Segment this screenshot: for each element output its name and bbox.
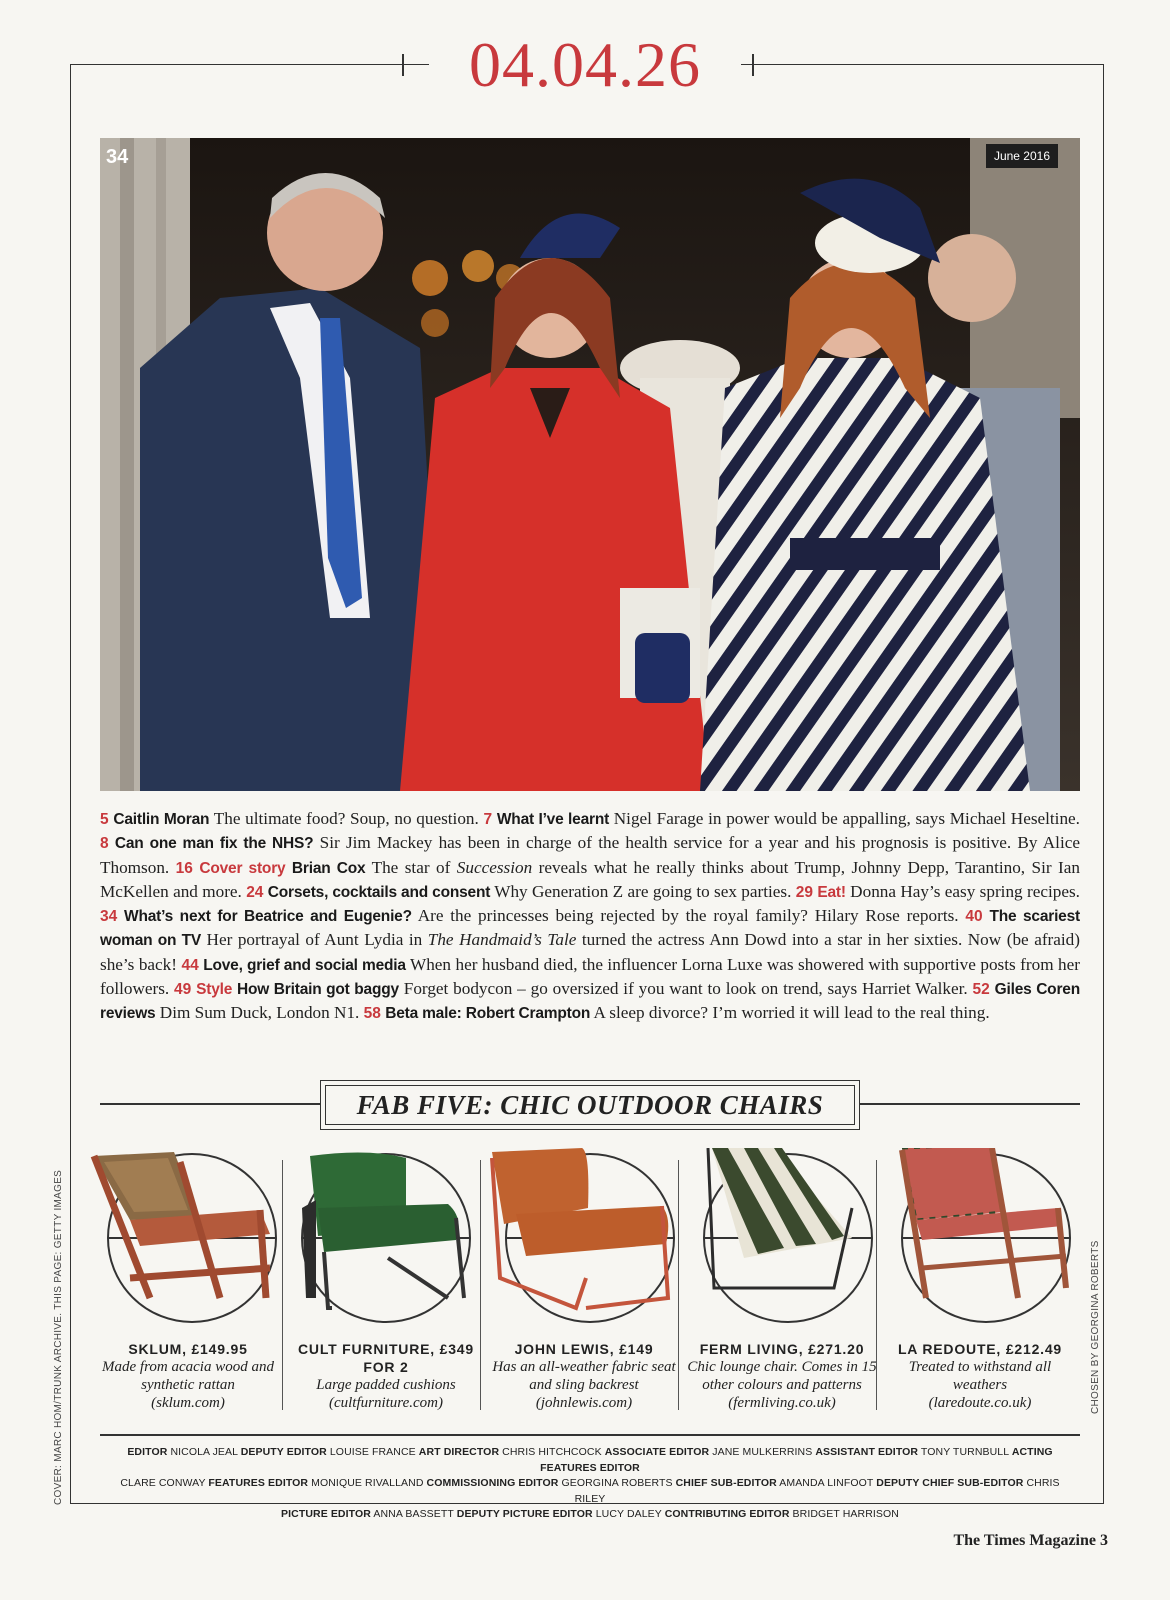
contents-page-number: 40 [965, 908, 990, 926]
contents-heading[interactable]: Caitlin Moran [113, 811, 210, 828]
credit-role: FEATURES EDITOR [208, 1477, 309, 1489]
staff-credits [110, 1445, 1070, 1523]
credit-role: PICTURE EDITOR [281, 1508, 371, 1520]
striped-lounge-chair-image [684, 1148, 880, 1328]
credit-name: MONIQUE RIVALLAND [311, 1477, 424, 1489]
contents-heading[interactable]: Cover story [199, 859, 286, 877]
contents-page-number: 7 [483, 811, 497, 828]
credit-name: JANE MULKERRINS [712, 1446, 813, 1458]
contents-page-number: 58 [363, 1005, 386, 1023]
contents-description: The star of [365, 857, 457, 877]
credit-role: DEPUTY PICTURE EDITOR [456, 1508, 593, 1520]
cover-photo-credit: COVER: MARC HOM/TRUNK ARCHIVE. THIS PAGE: GETTY IMAGES [53, 1169, 64, 1505]
chair-website[interactable]: (johnlewis.com) [535, 1395, 633, 1411]
chair-website[interactable]: (cultfurniture.com) [328, 1395, 443, 1411]
contents-description: When her husband died, the influencer Lorna Luxe was showered with supportive posts from her followers. [100, 954, 1080, 999]
photo-date-tag: June 2016 [986, 144, 1058, 168]
contents-heading[interactable]: What I’ve learnt [496, 811, 610, 828]
credit-name: CHRIS RILEY [574, 1477, 1060, 1505]
padded-chair-image [288, 1148, 484, 1328]
chair-description: Chic lounge chair. Comes in 15 other colours and patterns [687, 1359, 877, 1393]
contents-title-italic: The Handmaid’s Tale [427, 930, 577, 950]
credit-name: GEORGINA ROBERTS [561, 1477, 673, 1489]
page-footer [953, 1532, 1108, 1550]
chairs-credit: CHOSEN BY GEORGINA ROBERTS [1090, 1240, 1101, 1414]
chair-description: Made from acacia wood and synthetic rattan [102, 1359, 274, 1393]
chair-card-sklum[interactable] [90, 1148, 286, 1418]
contents-listing [100, 807, 1080, 1026]
contents-heading[interactable]: Love, grief and social media [203, 956, 406, 974]
chair-brand-price: SKLUM, £149.95 [128, 1341, 248, 1357]
contents-page-number: 44 [181, 956, 204, 974]
credits-rule [100, 1434, 1080, 1436]
contents-description: Are the princesses being rejected by the royal family? Hilary Rose reports. [411, 906, 966, 926]
photo-page-number: 34 [106, 146, 129, 168]
chair-card-john-lewis[interactable] [486, 1148, 682, 1418]
contents-heading[interactable]: The scariest woman on TV [100, 908, 1080, 950]
contents-description: Forget bodycon – go oversized if you want to look on trend, says Harriet Walker. [398, 979, 973, 999]
credit-role: CONTRIBUTING EDITOR [664, 1508, 790, 1520]
chair-brand-price: FERM LIVING, £271.20 [699, 1341, 865, 1357]
credits-line [110, 1476, 1070, 1507]
chair-description: Treated to withstand all weathers [908, 1359, 1052, 1393]
contents-page-number: 49 [174, 981, 197, 999]
credit-role: COMMISSIONING EDITOR [426, 1477, 559, 1489]
contents-description: turned the actress Ann Dowd into a star in her sixties. Now (be afraid) she’s back! [100, 930, 1080, 974]
contents-heading[interactable]: Eat! [817, 883, 846, 901]
credit-name: AMANDA LINFOOT [779, 1477, 874, 1489]
credit-name: CLARE CONWAY [120, 1477, 206, 1489]
royal-family-photo [100, 138, 1080, 791]
chair-website[interactable]: (fermliving.co.uk) [728, 1395, 836, 1411]
contents-description: Why Generation Z are going to sex parties. [490, 881, 796, 901]
credit-role: DEPUTY EDITOR [240, 1446, 327, 1458]
issue-date: 04.04.26 [429, 30, 741, 100]
contents-title-italic: Succession [456, 857, 533, 877]
contents-subheading[interactable]: How Britain got baggy [237, 981, 399, 999]
contents-page-number: 34 [100, 908, 125, 926]
contents-page-number: 8 [100, 835, 115, 853]
credit-role: ASSOCIATE EDITOR [604, 1446, 710, 1458]
contents-description: Nigel Farage in power would be appalling, says Michael Heseltine. [609, 809, 1080, 828]
contents-description: A sleep divorce? I’m worried it will lead to the real thing. [590, 1003, 990, 1023]
fab-five-header [320, 1080, 860, 1130]
credit-role: ACTING FEATURES EDITOR [540, 1446, 1053, 1474]
chair-brand-price: LA REDOUTE, £212.49 [897, 1341, 1063, 1357]
credit-name: CHRIS HITCHCOCK [502, 1446, 602, 1458]
contents-description: Donna Hay’s easy spring recipes. [845, 881, 1080, 901]
credits-line [110, 1507, 1070, 1523]
fab-five-title: FAB FIVE: CHIC OUTDOOR CHAIRS [325, 1085, 855, 1125]
chair-card-ferm-living[interactable] [684, 1148, 880, 1418]
chair-card-cult-furniture[interactable] [288, 1148, 484, 1418]
chair-description: Has an all-weather fabric seat and sling backrest [492, 1359, 676, 1393]
contents-page-number: 16 [175, 859, 200, 877]
contents-heading[interactable]: Corsets, cocktails and consent [267, 883, 491, 901]
credits-line [110, 1445, 1070, 1476]
chair-brand-price: CULT FURNITURE, £349 FOR 2 [298, 1341, 474, 1375]
contents-description: Her portrayal of Aunt Lydia in [201, 930, 428, 950]
contents-description: The ultimate food? Soup, no question. [209, 809, 484, 828]
contents-heading[interactable]: Giles Coren reviews [100, 981, 1080, 1023]
contents-heading[interactable]: Can one man fix the NHS? [114, 835, 314, 853]
contents-heading[interactable]: Style [196, 981, 233, 999]
credit-name: LUCY DALEY [595, 1508, 662, 1520]
chair-website[interactable]: (sklum.com) [151, 1395, 225, 1411]
contents-page-number: 29 [795, 883, 818, 901]
credit-name: BRIDGET HARRISON [792, 1508, 899, 1520]
chair-card-la-redoute[interactable] [882, 1148, 1078, 1418]
credit-role: EDITOR [127, 1446, 168, 1458]
contents-description: Dim Sum Duck, London N1. [155, 1003, 364, 1023]
rattan-chair-image [90, 1148, 286, 1328]
contents-heading[interactable]: What’s next for Beatrice and Eugenie? [124, 908, 412, 926]
contents-page-number: 5 [100, 811, 114, 828]
chair-brand-price: JOHN LEWIS, £149 [514, 1341, 654, 1357]
sling-chair-image [486, 1148, 682, 1328]
credit-name: TONY TURNBULL [920, 1446, 1009, 1458]
credit-name: NICOLA JEAL [170, 1446, 238, 1458]
credit-role: DEPUTY CHIEF SUB-EDITOR [876, 1477, 1024, 1489]
fab-five-chairs [90, 1148, 1090, 1418]
contents-description: Sir Jim Mackey has been in charge of the health service for a year and his prognosis is positive. By Alice Thomson. [100, 833, 1080, 877]
woven-chair-image [882, 1148, 1078, 1328]
chair-website[interactable]: (laredoute.co.uk) [928, 1395, 1032, 1411]
masthead [0, 30, 1170, 100]
credit-name: LOUISE FRANCE [329, 1446, 416, 1458]
credit-name: ANNA BASSETT [373, 1508, 454, 1520]
contents-subheading[interactable]: Brian Cox [291, 859, 366, 877]
feature-photo[interactable] [100, 138, 1080, 791]
contents-page-number: 52 [972, 981, 995, 999]
contents-heading[interactable]: Beta male: Robert Crampton [385, 1005, 591, 1023]
credit-role: ASSISTANT EDITOR [815, 1446, 919, 1458]
credit-role: ART DIRECTOR [418, 1446, 500, 1458]
contents-page-number: 24 [246, 883, 268, 901]
publication-name: The Times Magazine [953, 1532, 1096, 1549]
contents-description: reveals what he really thinks about Trump, Johnny Depp, Tarantino, Sir Ian McKellen and more. [100, 857, 1080, 901]
footer-page-number: 3 [1100, 1532, 1108, 1549]
chair-description: Large padded cushions [316, 1377, 456, 1393]
credit-role: CHIEF SUB-EDITOR [675, 1477, 777, 1489]
